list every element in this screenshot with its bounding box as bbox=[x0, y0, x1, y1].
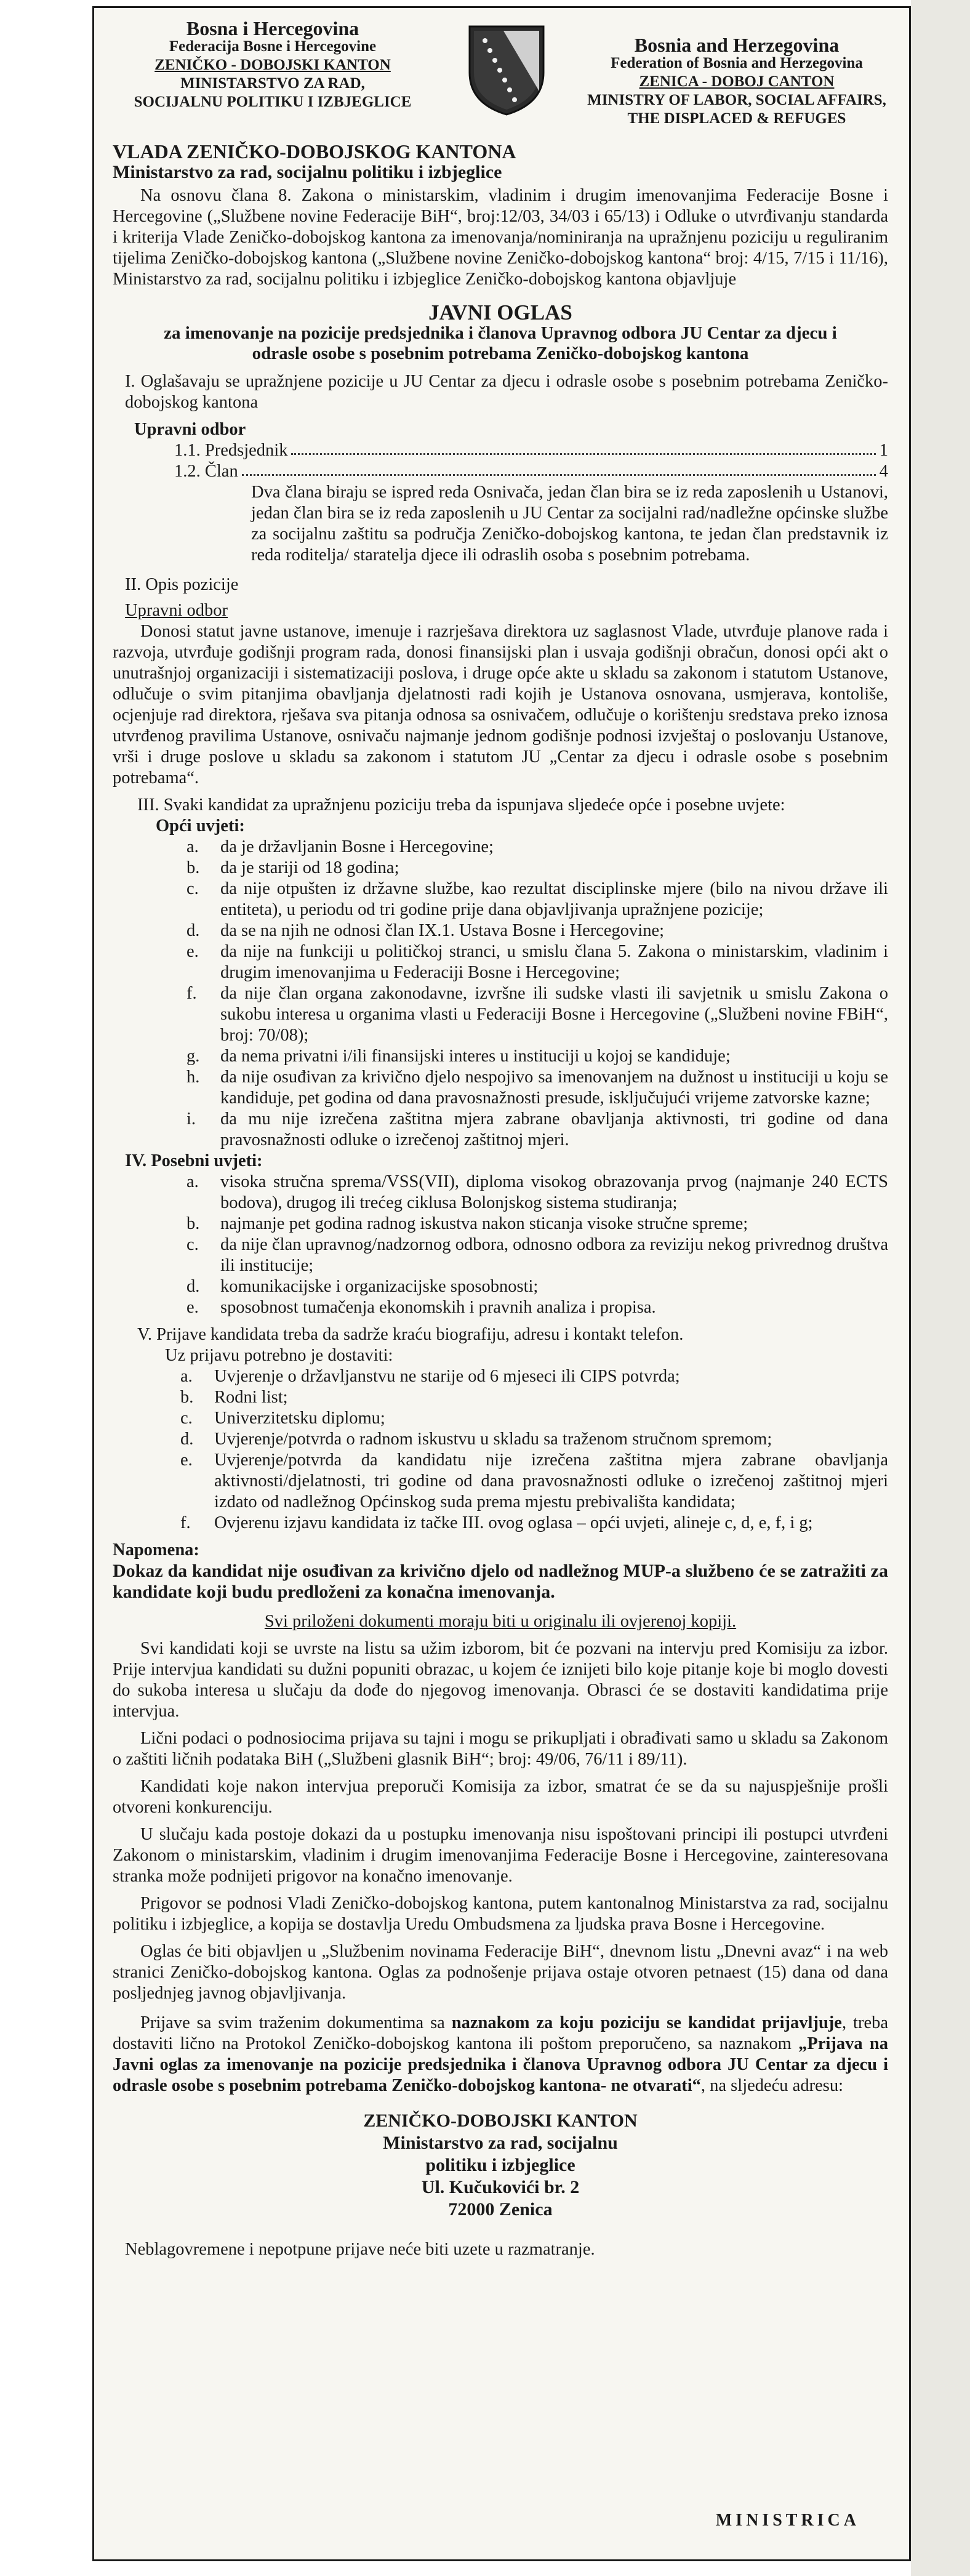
list-item-text: najmanje pet godina radnog iskustva nakon sticanja visoke stručne spreme; bbox=[220, 1214, 748, 1233]
list-item-marker: e. bbox=[186, 1298, 199, 1317]
position-president-label: 1.1. Predsjednik bbox=[174, 441, 288, 460]
list-item-text: Uvjerenje/potvrda da kandidatu nije izrečena zaštitna mjera zabrane obavljanja aktivnosti/djelatnosti, tri godine od dana pravosnažnosti odluke o izrečenoj zaštitnoj mjeri izdato od nadležnog Općinskog suda prema mjestu prebivališta kandidata; bbox=[214, 1451, 888, 1511]
procedure-paragraphs bbox=[113, 1638, 888, 2004]
list-item-text: sposobnost tumačenja ekonomskih i pravnih analiza i propisa. bbox=[220, 1298, 656, 1317]
list-item-marker: c. bbox=[180, 1409, 193, 1428]
list-item-text: visoka stručna sprema/VSS(VII), diploma visokog obrazovanja prvog (najmanje 240 ECTS bodova), drugog ili trećeg ciklusa Bolonjskog sistema studiranja; bbox=[220, 1172, 888, 1212]
dotted-leader bbox=[242, 461, 876, 476]
list-item-text: da nije član organa zakonodavne, izvršne ili sudske vlasti ili savjetnik u smislu Zakona o sukobu interesa u organima vlasti u Federaciji Bosne i Hercegovine („Službeni novine FBiH“, broj: 70/08); bbox=[220, 984, 888, 1045]
signature-title: MINISTRICA bbox=[715, 2511, 860, 2530]
country-name-en: Bosnia and Herzegovina bbox=[634, 34, 840, 56]
list-item-marker: b. bbox=[186, 1214, 200, 1233]
list-item bbox=[186, 879, 888, 920]
letterhead-left bbox=[113, 19, 433, 111]
letterhead-right bbox=[577, 36, 897, 128]
list-item-text: da je državljanin Bosne i Hercegovine; bbox=[220, 837, 494, 856]
note-text: Dokaz da kandidat nije osuđivan za krivično djelo od nadležnog MUP-a službeno će se zatražiti za kandidate koji budu predloženi za konačna imenovanja. bbox=[113, 1561, 888, 1602]
position-member-label: 1.2. Član bbox=[174, 462, 238, 481]
list-item bbox=[186, 837, 888, 858]
general-conditions-heading: Opći uvjeti: bbox=[156, 816, 245, 835]
address-line: ZENIČKO-DOBOJSKI KANTON bbox=[363, 2111, 638, 2131]
list-item-text: da nije na funkciji u političkoj stranci, u smislu člana 5. Zakona o ministarskim, vladinim i drugim imenovanjima u Federaciji Bosne i Hercegovine; bbox=[220, 942, 888, 982]
procedure-paragraph: U slučaju kada postoje dokazi da u postupku imenovanja nisu ispoštovani principi ili postupci utvrđeni Zakonom o ministarskim, vladinim i drugim imenovanjima Federacije Bosne i Hercegovine, zainteresovana stranka može podnijeti prigovor na konačno imenovanje. bbox=[113, 1825, 888, 1886]
list-item-text: da nema privatni i/ili finansijski interes u instituciji u kojoj se kandiduje; bbox=[220, 1047, 731, 1066]
section-5-heading: V. Prijave kandidata treba da sadrže kraću biografiju, adresu i kontakt telefon. bbox=[137, 1325, 684, 1344]
letterhead bbox=[94, 8, 909, 131]
submission-text-3: , na sljedeću adresu: bbox=[700, 2076, 843, 2095]
list-item bbox=[180, 1387, 888, 1408]
submission-text-2: , treba dostaviti lično na Protokol Zeničko-dobojskog kantona ili poštom preporučeno, sa naznakom bbox=[113, 2013, 888, 2053]
list-item-marker: a. bbox=[180, 1367, 193, 1386]
ministry-name: Ministarstvo za rad, socijalnu politiku i izbjeglice bbox=[113, 162, 502, 182]
submission-text-1: Prijave sa svim traženim dokumentima sa bbox=[140, 2013, 445, 2032]
mailing-address bbox=[113, 2110, 888, 2221]
list-item-marker: f. bbox=[186, 984, 197, 1003]
ministry-name-bs-2: SOCIJALNU POLITIKU I IZBJEGLICE bbox=[134, 94, 412, 110]
list-item-marker: e. bbox=[186, 942, 199, 961]
list-item-text: da je stariji od 18 godina; bbox=[220, 858, 399, 877]
list-item bbox=[180, 1450, 888, 1513]
position-president-count: 1 bbox=[879, 441, 888, 460]
list-item bbox=[186, 1234, 888, 1276]
list-item-marker: a. bbox=[186, 1172, 199, 1191]
list-item bbox=[180, 1429, 888, 1450]
list-item bbox=[186, 1214, 888, 1234]
list-item bbox=[186, 1276, 888, 1297]
list-item-text: Ovjerenu izjavu kandidata iz tačke III. ovog oglasa – opći uvjeti, alineje c, d, e, f, i g; bbox=[214, 1513, 813, 1532]
list-item-text: komunikacijske i organizacijske sposobnosti; bbox=[220, 1277, 539, 1296]
position-member bbox=[174, 461, 888, 482]
list-item-text: Rodni list; bbox=[214, 1388, 288, 1407]
list-item bbox=[180, 1408, 888, 1429]
list-item-text: Univerzitetsku diplomu; bbox=[214, 1409, 385, 1428]
canton-name-en: ZENICA - DOBOJ CANTON bbox=[639, 73, 835, 90]
address-line: Ministarstvo za rad, socijalnu bbox=[383, 2133, 618, 2153]
notice-title: JAVNI OGLAS bbox=[428, 300, 572, 324]
document-page bbox=[92, 6, 911, 2561]
list-item bbox=[186, 1297, 888, 1318]
list-item-marker: b. bbox=[186, 858, 200, 877]
federation-name-en: Federation of Bosnia and Herzegovina bbox=[611, 55, 863, 71]
list-item-marker: f. bbox=[180, 1513, 191, 1532]
ministry-name-en-2: THE DISPLACED & REFUGES bbox=[627, 110, 846, 127]
federation-name-bs: Federacija Bosne i Hercegovine bbox=[169, 38, 377, 55]
list-item bbox=[180, 1366, 888, 1387]
dotted-leader bbox=[291, 440, 875, 455]
section-2-text: Donosi statut javne ustanove, imenuje i razrješava direktora uz saglasnost Vlade, utvrđuje planove rada i razvoja, utvrđuje godišnji program rada, donosi finansijski plan i usvaja godišnji obračun, donosi opći akt o unutrašnjoj organizaciji i sistematizaciji poslova, i druge opće akte u skladu sa zakonom i statutom Ustanove, odlučuje o svim pitanjima obavljanja djelatnosti radi kojih je Ustanova osnovana, usmjerava, kontoliše, ocjenjuje rad direktora, rješava sva pitanja odnosa sa osnivačem, odlučuje o korištenju sredstava preko iznosa utvrđenog pravilima Ustanove, osnivaču najmanje jednom godišnje podnosi izvještaj o poslovanju Ustanove, vrši i druge poslove u skladu sa zakonom i statutom JU „Centar za djecu i odrasle osobe s posebnim potrebama“. bbox=[113, 622, 888, 787]
intro-paragraph: Na osnovu člana 8. Zakona o ministarskim, vladinim i drugim imenovanjima Federacije Bosne i Hercegovine („Službene novine Federacije BiH“, broj:12/03, 34/03 i 65/13) i Odluke o utvrđivanju standarda i kriterija Vlade Zeničko-dobojskog kantona za imenovanja/nominiranja na upražnjenu poziciju u reguliranim tijelima Zeničko-dobojskog kantona („Službene novine Zeničko-dobojskog kantona“ broj: 4/15, 7/15 i 11/16), Ministarstvo za rad, socijalnu politiku i izbjeglice Zeničko-dobojskog kantona objavljuje bbox=[113, 186, 888, 289]
list-item bbox=[186, 858, 888, 879]
required-documents-list bbox=[113, 1366, 888, 1534]
procedure-paragraph: Svi kandidati koji se uvrste na listu sa užim izborom, bit će pozvani na intervju pred Komisiju za izbor. Prije intervjua kandidati su dužni popuniti obrazac, u kojem će iznijeti bilo koje pitanje koje bi moglo dovesti do sukoba interesa u slučaju da dođe do njegovog imenovanja. Obrasci će se dostaviti kandidatima prije intervjua. bbox=[113, 1639, 888, 1721]
list-item-marker: h. bbox=[186, 1068, 200, 1087]
section-5-subheading: Uz prijavu potrebno je dostaviti: bbox=[165, 1346, 393, 1365]
submission-emphasis-1: naznakom za koju poziciju se kandidat prijavljuje bbox=[451, 2013, 842, 2032]
government-name: VLADA ZENIČKO-DOBOJSKOG KANTONA bbox=[113, 140, 516, 163]
position-president bbox=[174, 440, 888, 461]
list-item-marker: d. bbox=[186, 921, 200, 940]
background-strip bbox=[911, 0, 970, 2576]
list-item-marker: c. bbox=[186, 879, 199, 898]
members-note: Dva člana biraju se ispred reda Osnivača, jedan član bira se iz reda zaposlenih u Ustanovi, jedan član bira se iz reda zaposlenih u JU Centar za socijalni rad/nadležne općinske službe za socijalnu zaštitu sa područja Zeničko-dobojskog kantona, te jedan član predstavnik iz reda roditelja/ staratelja djece ili odraslih osoba s posebnim potrebama. bbox=[251, 483, 888, 565]
list-item-text: Uvjerenje o državljanstvu ne starije od 6 mjeseci ili CIPS potvrda; bbox=[214, 1367, 680, 1386]
list-item-marker: a. bbox=[186, 837, 199, 856]
board-heading: Upravni odbor bbox=[134, 420, 246, 439]
section-2-subheading: Upravni odbor bbox=[125, 601, 228, 620]
list-item-marker: b. bbox=[180, 1388, 194, 1407]
document-body bbox=[113, 137, 888, 2260]
list-item bbox=[186, 941, 888, 983]
procedure-paragraph: Prigovor se podnosi Vladi Zeničko-dobojskog kantona, putem kantonalnog Ministarstva za rad, socijalnu politiku i izbjeglice, a kopija se dostavlja Uredu Ombudsmena za ljudska prava Bosne i Hercegovine. bbox=[113, 1894, 888, 1934]
list-item-marker: e. bbox=[180, 1451, 193, 1470]
originals-note: Svi priloženi dokumenti moraju biti u originalu ili ovjerenoj kopiji. bbox=[264, 1612, 737, 1631]
list-item-text: Uvjerenje/potvrda o radnom iskustvu u skladu sa traženom stručnom spremom; bbox=[214, 1430, 772, 1449]
ministry-name-bs-1: MINISTARSTVO ZA RAD, bbox=[180, 75, 365, 92]
closing-note: Neblagovremene i nepotpune prijave neće biti uzete u razmatranje. bbox=[125, 2240, 595, 2259]
list-item bbox=[180, 1513, 888, 1534]
section-2-heading: II. Opis pozicije bbox=[125, 575, 239, 594]
list-item-text: da nije osuđivan za krivično djelo nespojivo sa imenovanjem na dužnost u instituciji u koju se kandiduje, pet godina od dana pravosnažnosti presude, isključujući vrijeme zatvorske kazne; bbox=[220, 1068, 888, 1108]
list-item bbox=[186, 1172, 888, 1214]
notice-subtitle: za imenovanje na pozicije predsjednika i članova Upravnog odbora JU Centar za djecu i odrasle osobe s posebnim potrebama Zeničko-dobojskog kantona bbox=[164, 323, 837, 363]
canton-name-bs: ZENIČKO - DOBOJSKI KANTON bbox=[154, 57, 391, 73]
list-item bbox=[186, 1046, 888, 1067]
address-line: 72000 Zenica bbox=[448, 2199, 553, 2220]
list-item-text: da mu nije izrečena zaštitna mjera zabrane obavljanja aktivnosti, tri godine od dana pravosnažnosti odluke o izrečenoj zaštitnoj mjeri. bbox=[220, 1109, 888, 1149]
list-item bbox=[186, 983, 888, 1046]
general-conditions-list bbox=[113, 837, 888, 1151]
list-item bbox=[186, 1067, 888, 1109]
list-item-text: da se na njih ne odnosi član IX.1. Ustava Bosne i Hercegovine; bbox=[220, 921, 665, 940]
list-item-marker: d. bbox=[186, 1277, 200, 1296]
procedure-paragraph: Kandidati koje nakon intervjua preporuči Komisija za izbor, smatrat će se da su najuspješnije prošli otvoreni konkurenciju. bbox=[113, 1777, 888, 1817]
list-item-marker: g. bbox=[186, 1047, 200, 1066]
list-item-marker: d. bbox=[180, 1430, 194, 1449]
submission-paragraph bbox=[113, 2013, 888, 2096]
country-name-bs: Bosna i Hercegovina bbox=[186, 17, 359, 39]
address-line: Ul. Kučukovići br. 2 bbox=[421, 2177, 580, 2197]
list-item-text: da nije član upravnog/nadzornog odbora, odnosno odbora za reviziju nekog privrednog društva ili institucije; bbox=[220, 1235, 888, 1275]
procedure-paragraph: Oglas će biti objavljen u „Službenim novinama Federacije BiH“, dnevnom listu „Dnevni avaz“ i na web stranici Zeničko-dobojskog kantona. Oglas za podnošenje prijava ostaje otvoren petnaest (15) dana od dana posljednjeg javnog objavljivanja. bbox=[113, 1942, 888, 2003]
list-item-text: da nije otpušten iz državne službe, kao rezultat disciplinske mjere (bilo na nivou države ili entiteta), u periodu od tri godine prije dana objavljivanja upražnjene pozicije; bbox=[220, 879, 888, 919]
submission-marking: „Prijava na Javni oglas za imenovanje na pozicije predsjednika i članova Upravnog odbora JU Centar za djecu i odrasle osobe s posebnim potrebama Zeničko-dobojskog kantona- ne otvarati“ bbox=[113, 2034, 888, 2095]
ministry-name-en-1: MINISTRY OF LABOR, SOCIAL AFFAIRS, bbox=[587, 92, 886, 108]
list-item-marker: i. bbox=[186, 1109, 196, 1129]
list-item bbox=[186, 920, 888, 941]
list-item bbox=[186, 1109, 888, 1151]
coat-of-arms-icon bbox=[467, 23, 547, 116]
special-conditions-list bbox=[113, 1172, 888, 1318]
note-label: Napomena: bbox=[113, 1540, 199, 1560]
position-member-count: 4 bbox=[879, 462, 888, 481]
section-1-text: I. Oglašavaju se upražnjene pozicije u JU Centar za djecu i odrasle osobe s posebnim potrebama Zeničko-dobojskog kantona bbox=[125, 372, 888, 412]
section-3-heading: III. Svaki kandidat za upražnjenu poziciju treba da ispunjava sljedeće opće i posebne uvjete: bbox=[137, 795, 785, 815]
procedure-paragraph: Lični podaci o podnosiocima prijava su tajni i mogu se prikupljati i obrađivati samo u skladu sa Zakonom o zaštiti ličnih podataka BiH („Službeni glasnik BiH“; broj: 49/06, 76/11 i 89/11). bbox=[113, 1729, 888, 1769]
list-item-marker: c. bbox=[186, 1235, 199, 1254]
section-4-heading: IV. Posebni uvjeti: bbox=[125, 1151, 263, 1170]
address-line: politiku i izbjeglice bbox=[425, 2155, 575, 2175]
